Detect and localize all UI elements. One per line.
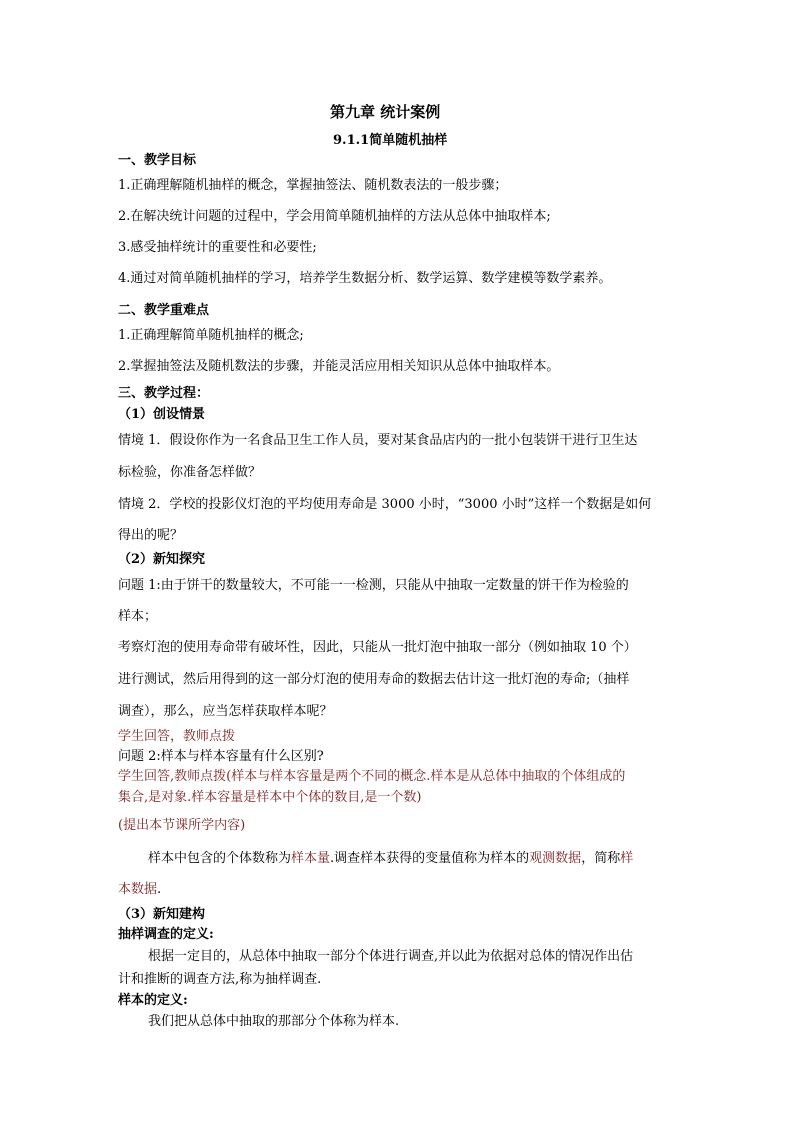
scenario-text: 情境 2．学校的投影仪灯泡的平均使用寿命是 3000 小时，“3000 小时”这样一个数据是如何 [118,497,652,512]
definition-text: 根据一定目的，从总体中抽取一部分个体进行调查,并以此为依据对总体的情况作出估 [148,949,634,964]
exploration-text: 样本； [118,609,158,624]
exploration-text: 进行测试，然后用得到的这一部分灯泡的使用寿命的数据去估计这一批灯泡的寿命;（抽样 [118,672,630,687]
section-heading-objectives: 一、教学目标 [118,153,197,168]
scenario-text: 得出的呢？ [118,528,184,543]
key-point-item: 1.正确理解简单随机抽样的概念; [118,328,304,343]
page-title: 第九章 统计案例 [330,103,441,121]
definition-title: 样本的定义: [118,993,188,1008]
term-sample-data: 样 [620,851,634,866]
objective-item: 4.通过对简单随机抽样的学习，培养学生数据分析、数学运算、数学建模等数学素养。 [118,271,612,286]
definition-text: 样本中包含的个体数称为 [148,851,292,866]
objective-item: 1.正确理解随机抽样的概念，掌握抽签法、随机数表法的一般步骤； [118,178,508,193]
page-subtitle: 9.1.1简单随机抽样 [333,133,448,148]
subsection-heading-construction: （3）新知建构 [118,907,206,922]
definition-title: 抽样调查的定义: [118,927,214,942]
teacher-note: 学生回答,教师点拨(样本与样本容量是两个不同的概念.样本是从总体中抽取的个体组成的 [118,769,626,784]
question-text: 问题 2:样本与样本容量有什么区别? [118,749,324,764]
definition-paragraph [118,882,161,898]
definition-text: 我们把从总体中抽取的那部分个体称为样本. [148,1014,400,1029]
scenario-text: 情境 1．假设你作为一名食品卫生工作人员，要对某食品店内的一批小包装饼干进行卫生达 [118,433,638,448]
subsection-heading-exploration: （2）新知探究 [118,552,206,567]
definition-text: . [157,882,162,897]
subsection-heading-scenario: （1）创设情景 [118,407,206,422]
section-heading-key-points: 二、教学重难点 [118,303,210,318]
teacher-note: 学生回答，教师点拨 [118,729,236,744]
exploration-text: 问题 1:由于饼干的数量较大，不可能一一检测，只能从中抽取一定数量的饼干作为检验的 [118,578,629,593]
objective-item: 3.感受抽样统计的重要性和必要性; [118,240,317,255]
definition-text: ，简称 [581,851,621,866]
objective-item: 2.在解决统计问题的过程中，学会用简单随机抽样的方法从总体中抽取样本; [118,209,551,224]
section-heading-process: 三、教学过程： [118,386,210,401]
definition-text: 计和推断的调查方法,称为抽样调查. [118,972,322,987]
teacher-note: 集合,是对象.样本容量是样本中个体的数目,是一个数) [118,790,422,805]
exploration-text: 考察灯泡的使用寿命带有破坏性，因此，只能从一批灯泡中抽取一部分（例如抽取 10 个） [118,640,637,655]
teacher-note: (提出本节课所学内容) [118,818,246,833]
key-point-item: 2.掌握抽签法及随机数法的步骤，并能灵活应用相关知识从总体中抽取样本。 [118,359,560,374]
term-sample-size: 样本量 [291,851,331,866]
term-observed-data: 观测数据 [529,851,582,866]
exploration-text: 调查），那么，应当怎样获取样本呢？ [118,704,333,719]
scenario-text: 标检验，你准备怎样做？ [118,465,262,480]
definition-text: .调查样本获得的变量值称为样本的 [330,851,530,866]
definition-paragraph [148,851,633,867]
term-sample-data: 本数据 [118,882,158,897]
